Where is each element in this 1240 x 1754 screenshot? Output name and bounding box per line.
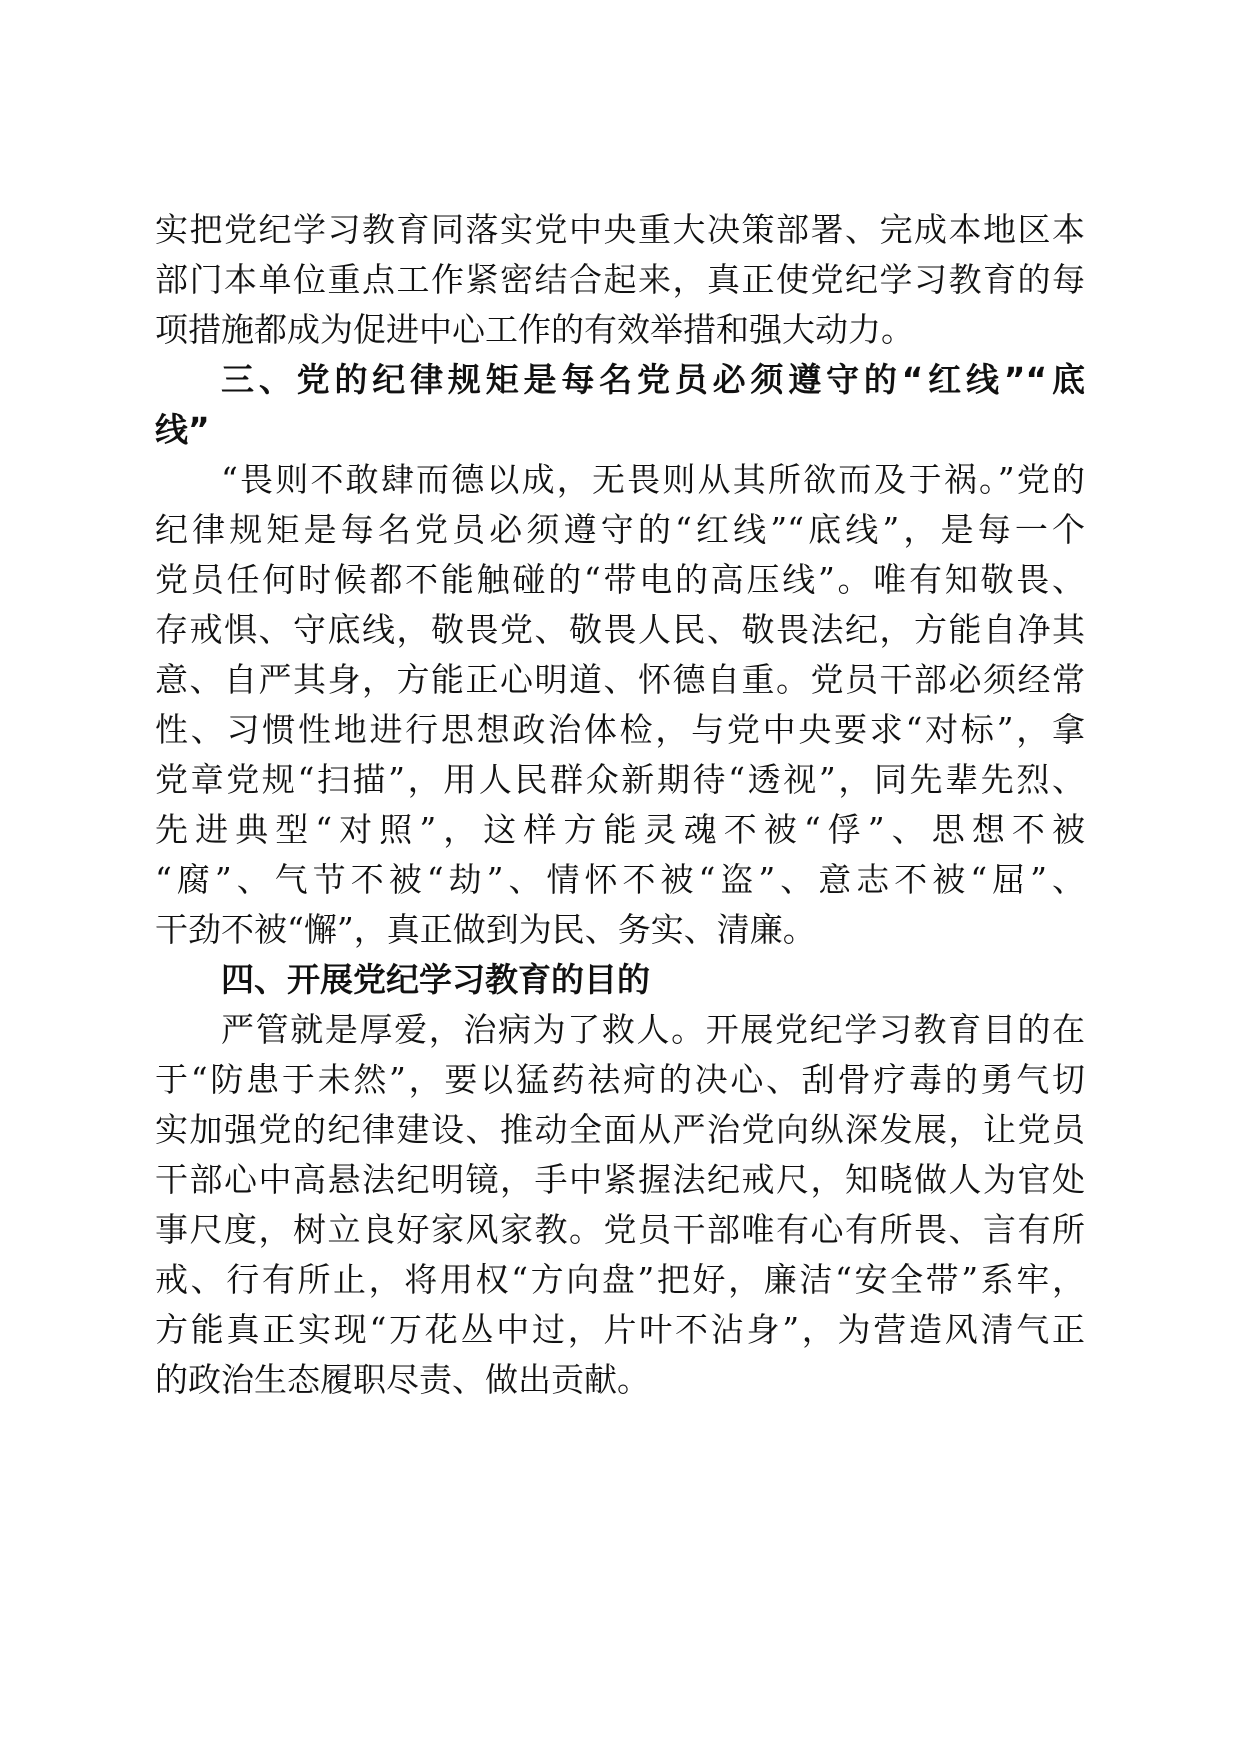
section-4-heading: 四、开展党纪学习教育的目的	[221, 960, 650, 999]
section-3-paragraph	[155, 455, 1085, 955]
paragraph-line: “腐”、气节不被“劫”、情怀不被“盗”、意志不被“屈”、	[155, 860, 1085, 899]
paragraph-line: 党章党规“扫描”，用人民群众新期待“透视”，同先辈先烈、	[155, 760, 1085, 799]
paragraph-line: 的政治生态履职尽责、做出贡献。	[155, 1360, 650, 1399]
paragraph-line: 先进典型“对照”，这样方能灵魂不被“俘”、思想不被	[155, 810, 1085, 849]
paragraph-line: 严管就是厚爱，治病为了救人。开展党纪学习教育目的在	[221, 1010, 1085, 1049]
paragraph-line: 事尺度，树立良好家风家教。党员干部唯有心有所畏、言有所	[155, 1210, 1085, 1249]
paragraph-line: 实把党纪学习教育同落实党中央重大决策部署、完成本地区本	[155, 210, 1085, 249]
paragraph-line: 干劲不被“懈”，真正做到为民、务实、清廉。	[155, 910, 816, 949]
paragraph-line: 性、习惯性地进行思想政治体检，与党中央要求“对标”，拿	[155, 710, 1085, 749]
section-3-heading: 三、党的纪律规矩是每名党员必须遵守的“红线”“底	[221, 360, 1085, 399]
paragraph-line: 戒、行有所止，将用权“方向盘”把好，廉洁“安全带”系牢，	[155, 1260, 1085, 1299]
section-3-heading-continued: 线”	[155, 410, 210, 449]
paragraph-line: 实加强党的纪律建设、推动全面从严治党向纵深发展，让党员	[155, 1110, 1085, 1149]
section-3	[155, 355, 1085, 955]
document-body	[155, 205, 1085, 1405]
paragraph-line: 干部心中高悬法纪明镜，手中紧握法纪戒尺，知晓做人为官处	[155, 1160, 1085, 1199]
paragraph-line: 项措施都成为促进中心工作的有效举措和强大动力。	[155, 310, 914, 349]
paragraph-line: 存戒惧、守底线，敬畏党、敬畏人民、敬畏法纪，方能自净其	[155, 610, 1085, 649]
intro-paragraph	[155, 205, 1085, 355]
paragraph-line: 于“防患于未然”，要以猛药祛疴的决心、刮骨疗毒的勇气切	[155, 1060, 1085, 1099]
paragraph-line: “畏则不敢肆而德以成，无畏则从其所欲而及于祸。”党的	[221, 460, 1085, 499]
paragraph-line: 意、自严其身，方能正心明道、怀德自重。党员干部必须经常	[155, 660, 1085, 699]
section-4	[155, 955, 1085, 1405]
paragraph-line: 方能真正实现“万花丛中过，片叶不沾身”，为营造风清气正	[155, 1310, 1085, 1349]
section-4-paragraph	[155, 1005, 1085, 1405]
paragraph-line: 部门本单位重点工作紧密结合起来，真正使党纪学习教育的每	[155, 260, 1085, 299]
paragraph-line: 纪律规矩是每名党员必须遵守的“红线”“底线”，是每一个	[155, 510, 1085, 549]
paragraph-line: 党员任何时候都不能触碰的“带电的高压线”。唯有知敬畏、	[155, 560, 1085, 599]
